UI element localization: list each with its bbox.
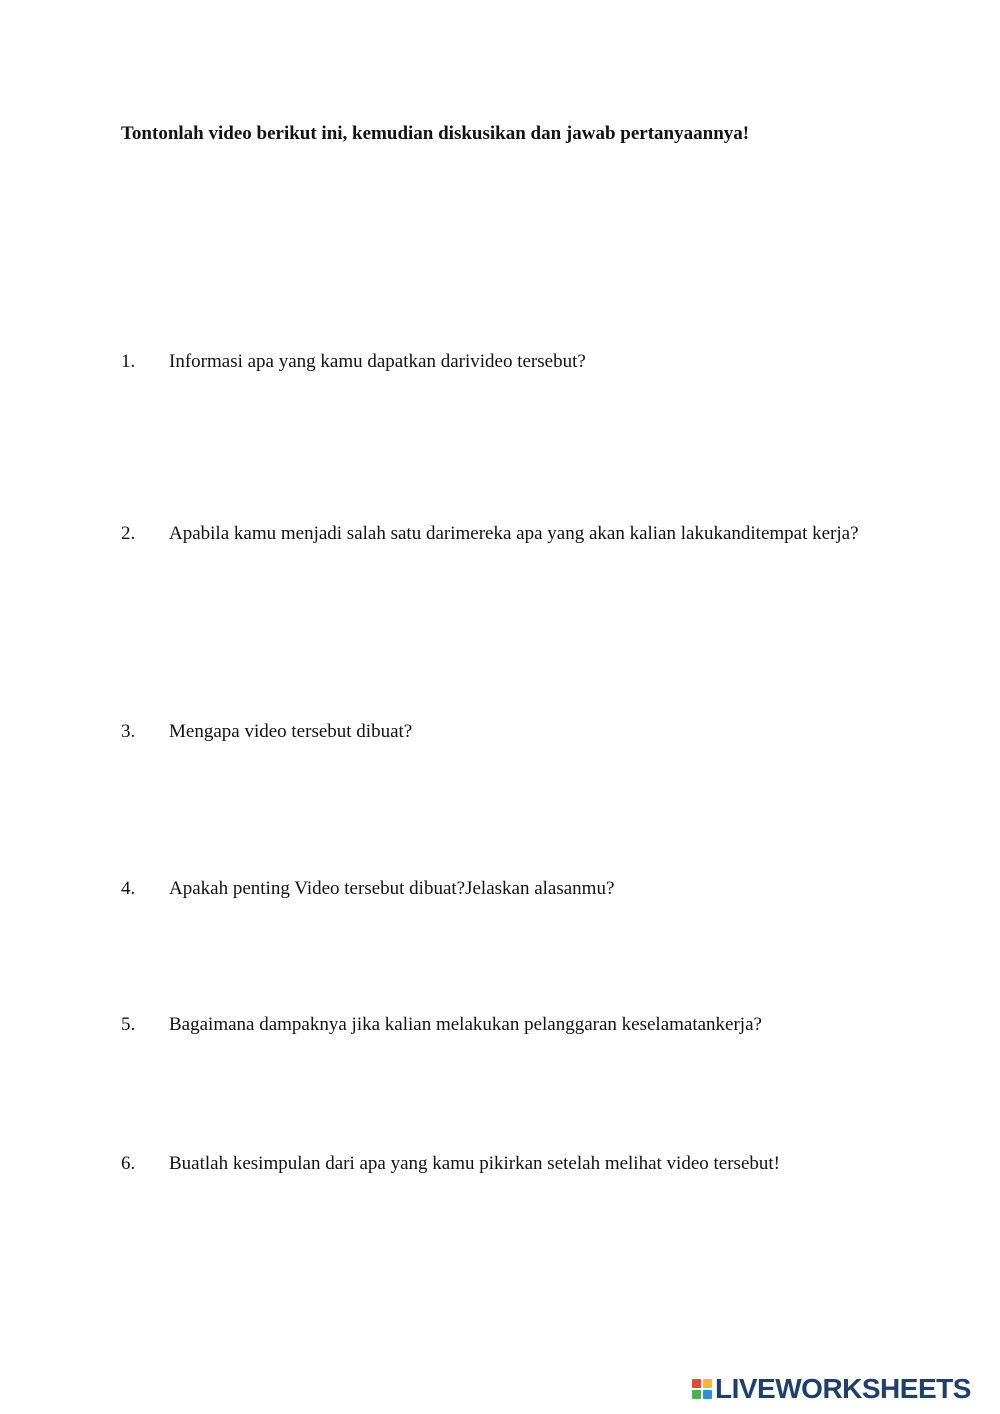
question-text: Informasi apa yang kamu dapatkan darivideo tersebut?: [169, 351, 586, 372]
question-number: 5.: [121, 1014, 136, 1035]
question-number: 6.: [121, 1153, 136, 1174]
question-text: Buatlah kesimpulan dari apa yang kamu pikirkan setelah melihat video tersebut!: [169, 1153, 780, 1174]
logo-square-blue: [703, 1390, 712, 1399]
question-text: Apabila kamu menjadi salah satu darimereka apa yang akan kalian lakukanditempat kerja?: [169, 523, 859, 544]
question-text: Mengapa video tersebut dibuat?: [169, 721, 413, 742]
question-number: 1.: [121, 351, 136, 372]
logo-grid-icon: [692, 1379, 712, 1399]
logo-square-green: [692, 1390, 701, 1399]
question-number: 3.: [121, 721, 136, 742]
question-number: 2.: [121, 523, 136, 544]
question-text: Apakah penting Video tersebut dibuat?Jelaskan alasanmu?: [169, 878, 615, 899]
question-number: 4.: [121, 878, 136, 899]
instruction-heading: Tontonlah video berikut ini, kemudian diskusikan dan jawab pertanyaannya!: [121, 123, 750, 144]
question-text: Bagaimana dampaknya jika kalian melakukan pelanggaran keselamatankerja?: [169, 1014, 762, 1035]
logo-square-red: [692, 1379, 701, 1388]
liveworksheets-logo: [692, 1374, 971, 1404]
logo-text: LIVEWORKSHEETS: [715, 1373, 971, 1404]
logo-square-yellow: [703, 1379, 712, 1388]
